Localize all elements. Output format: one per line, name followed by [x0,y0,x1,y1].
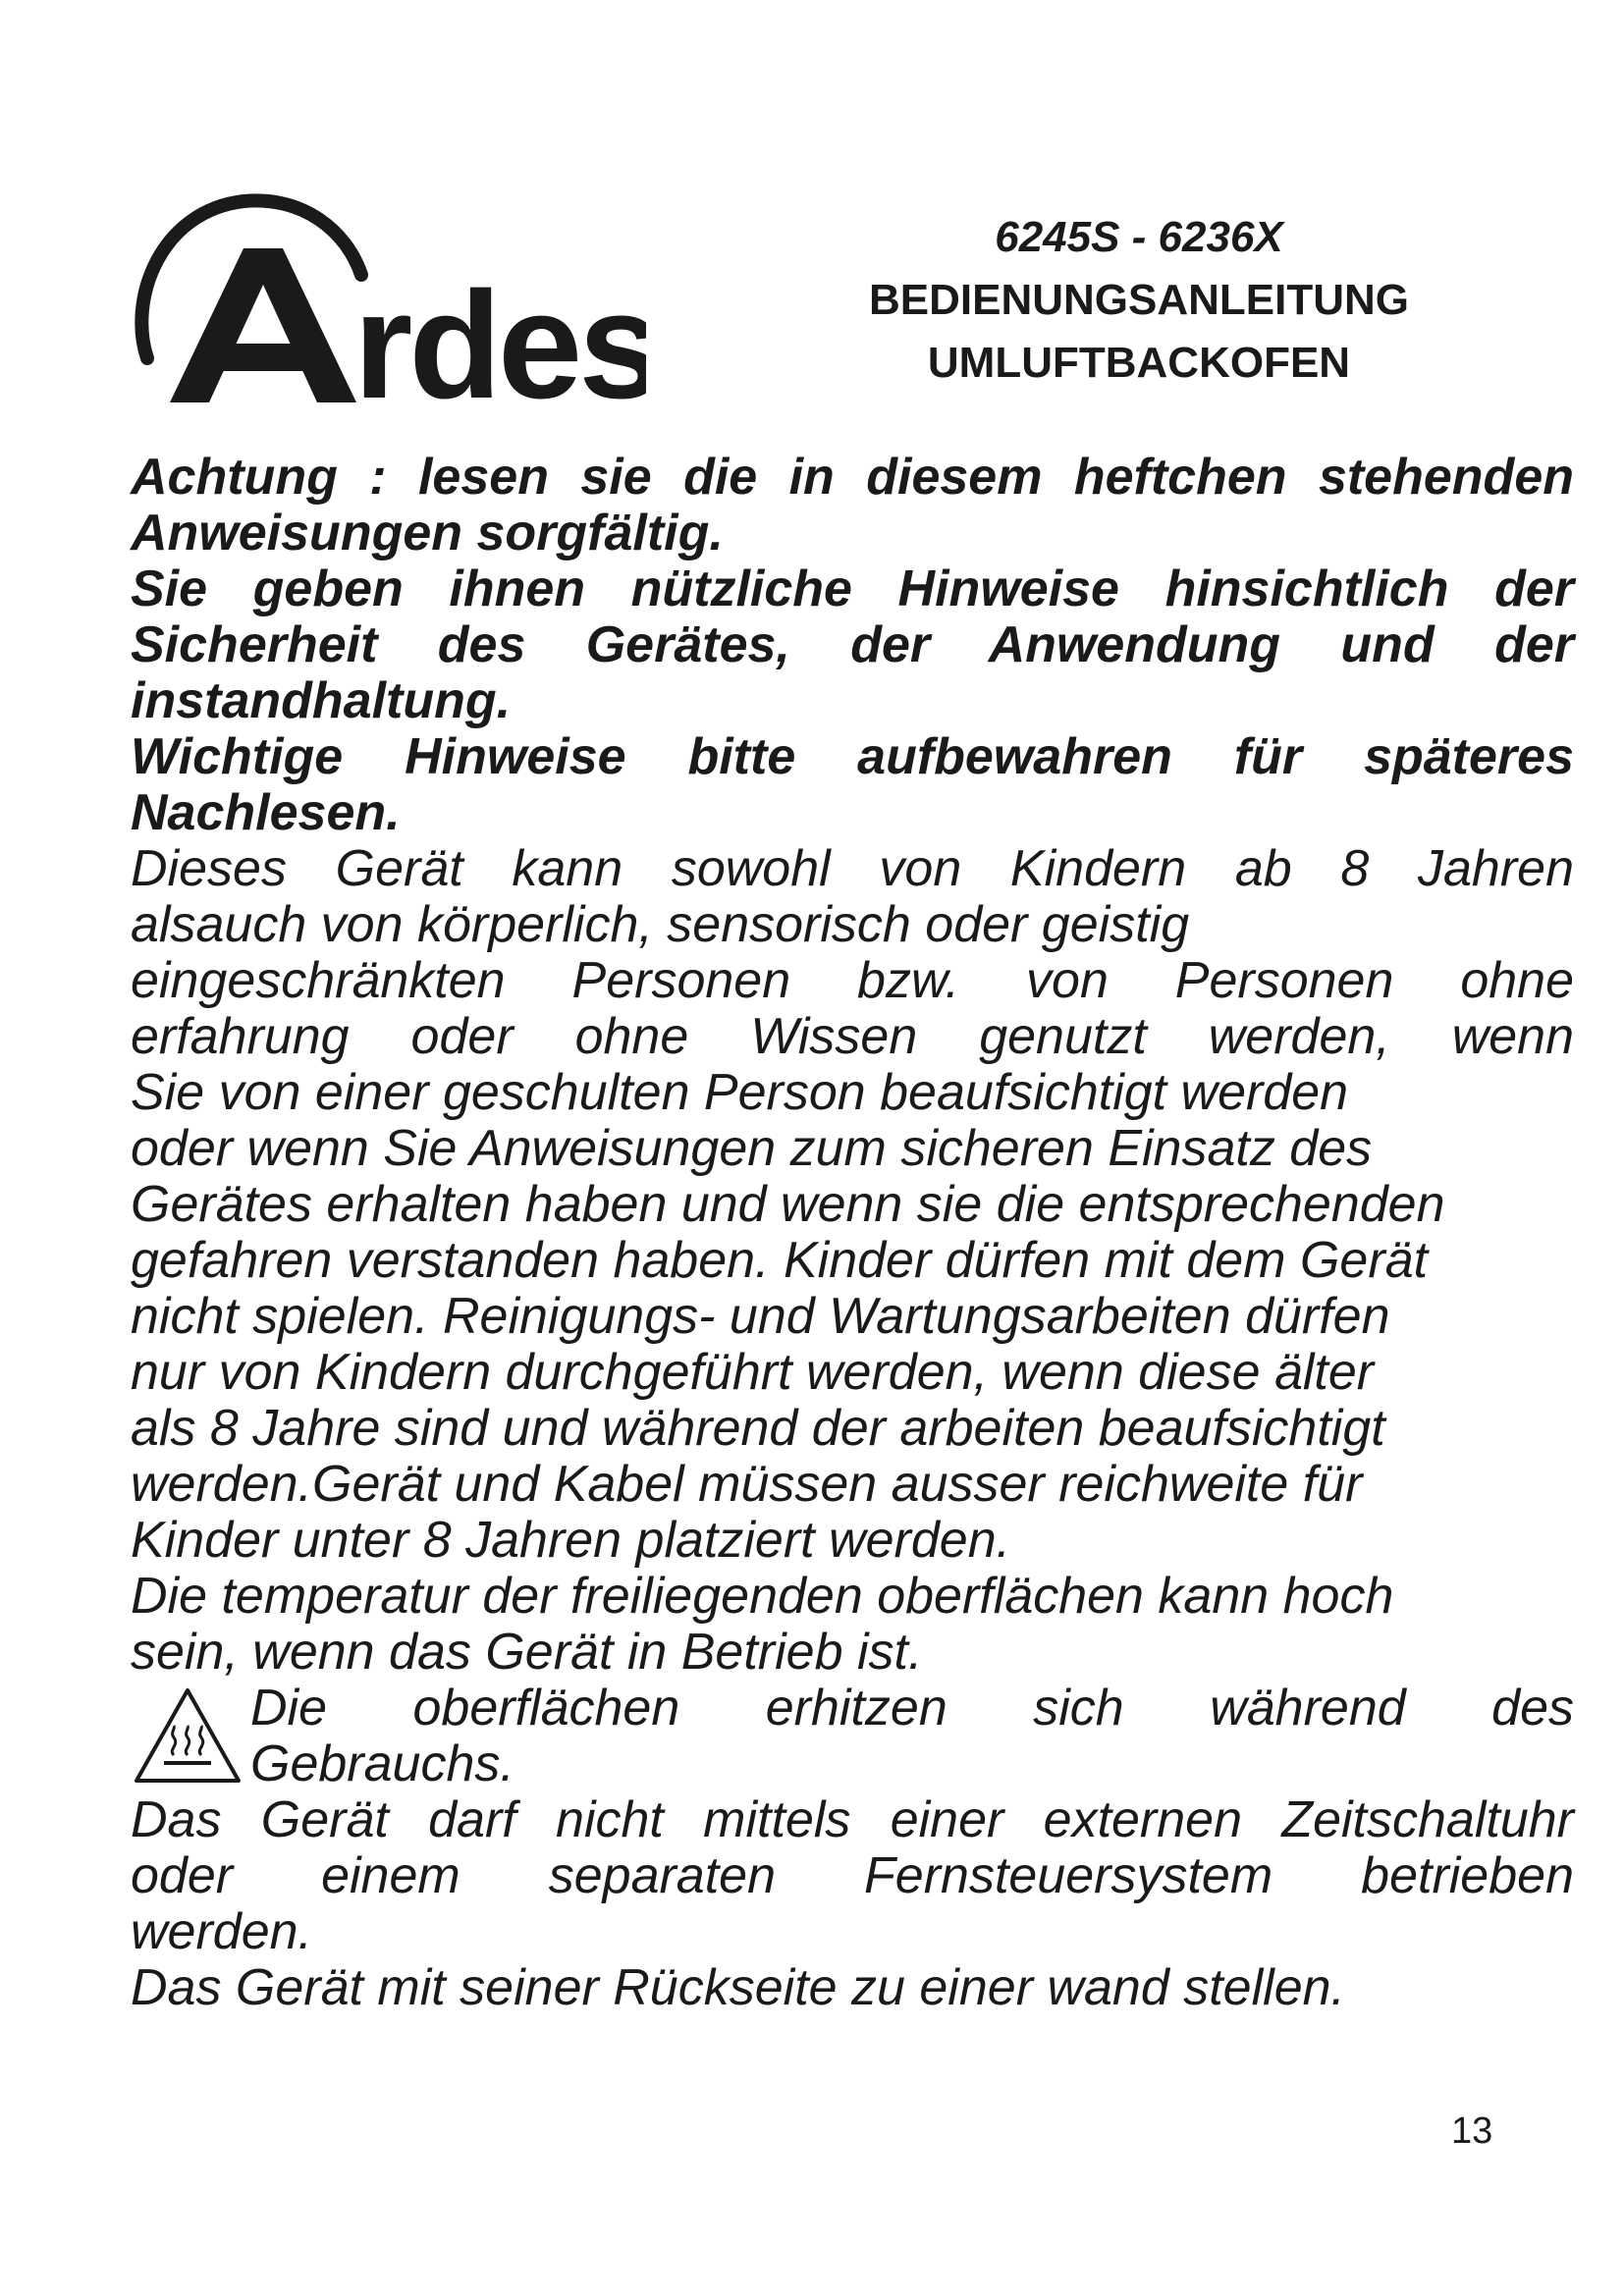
model-number: 6245S - 6236X [995,213,1283,261]
body-line: Kinder unter 8 Jahren platziert werden. [131,1512,1011,1569]
body-line: Sie von einer geschulten Person beaufsichtigt werden [131,1064,1349,1121]
body-line: Wichtige Hinweise bitte aufbewahren für späteres [131,728,1574,785]
document-subtitle: UMLUFTBACKOFEN [927,339,1351,387]
body-line: sein, wenn das Gerät in Betrieb ist. [131,1624,923,1681]
page-number: 13 [1451,2110,1493,2152]
instructions-text [131,450,1574,2016]
body-line: Sie geben ihnen nützliche Hinweise hinsichtlich der [131,561,1574,617]
body-line: Gebrauchs. [250,1735,514,1792]
body-line: erfahrung oder ohne Wissen genutzt werden, wenn [131,1008,1574,1065]
body-line: oder wenn Sie Anweisungen zum sicheren Einsatz des [131,1120,1373,1177]
body-line: oder einem separaten Fernsteuersystem betrieben [131,1847,1574,1904]
hot-surface-warning-icon [131,1684,244,1787]
body-line: Dieses Gerät kann sowohl von Kindern ab 8 Jahren [131,840,1574,897]
body-line: alsauch von körperlich, sensorisch oder geistig [131,896,1190,953]
body-line: gefahren verstanden haben. Kinder dürfen mit dem Gerät [131,1232,1429,1289]
body-line: werden. [131,1903,312,1960]
body-line: Gerätes erhalten haben und wenn sie die entsprechenden [131,1176,1445,1233]
document-title: BEDIENUNGSANLEITUNG [868,276,1410,324]
body-line: instandhaltung. [131,672,512,729]
ardes-logo [126,191,646,412]
body-line: nur von Kindern durchgeführt werden, wenn diese älter [131,1344,1375,1401]
body-line: Die temperatur der freiliegenden oberflächen kann hoch [131,1568,1394,1625]
body-line: Achtung : lesen sie die in diesem heftchen stehenden [131,449,1574,506]
body-line: nicht spielen. Reinigungs- und Wartungsarbeiten dürfen [131,1288,1390,1345]
body-line: Nachlesen. [131,784,401,841]
body-line: Das Gerät mit seiner Rückseite zu einer wand stellen. [131,1959,1345,2016]
document-header [805,206,1473,395]
body-line: Die oberflächen erhitzen sich während des [250,1680,1574,1736]
body-line: eingeschränkten Personen bzw. von Personen ohne [131,952,1574,1009]
hot-surface-warning [131,1681,1574,1792]
body-line: als 8 Jahre sind und während der arbeiten beaufsichtigt [131,1400,1385,1457]
body-line: werden.Gerät und Kabel müssen ausser reichweite für [131,1456,1363,1513]
body-line: Sicherheit des Gerätes, der Anwendung und der [131,616,1574,673]
body-line: Das Gerät darf nicht mittels einer externen Zeitschaltuhr [131,1791,1574,1848]
svg-text:rdes: rdes [353,260,646,412]
body-line: Anweisungen sorgfältig. [131,505,724,561]
